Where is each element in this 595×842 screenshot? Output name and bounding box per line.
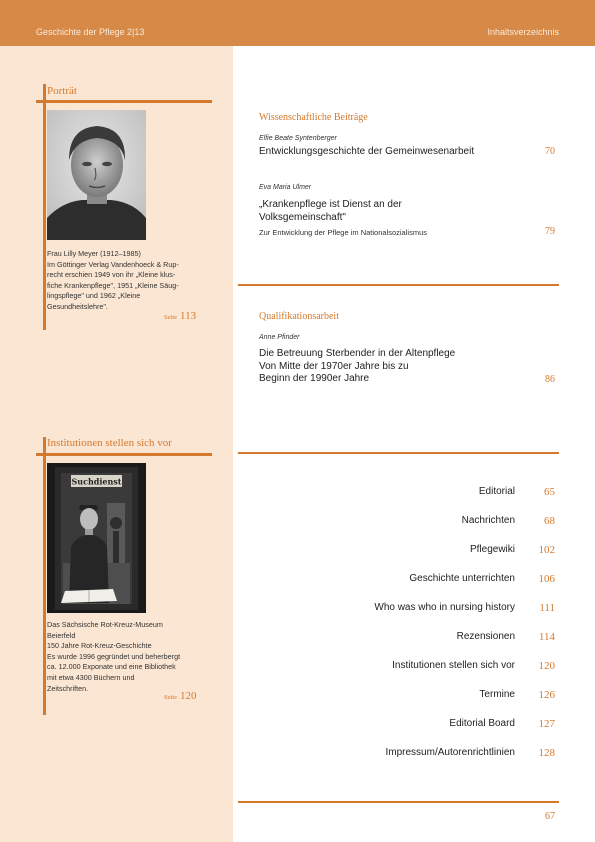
museum-photo — [47, 463, 146, 613]
toc-item-page: 102 — [538, 544, 555, 556]
article-author: Eva Maria Ulmer — [259, 184, 312, 191]
toc-item[interactable] — [300, 689, 555, 703]
toc-item-page: 126 — [538, 689, 555, 701]
caption-line: mit etwa 4300 Büchern und — [47, 672, 135, 682]
page-number: 67 — [545, 811, 555, 822]
article-title-line: Entwicklungsgeschichte der Gemeinwesenarbeit — [259, 146, 475, 157]
toc-item-page: 106 — [538, 573, 555, 585]
institutionen-horizontal-rule — [36, 453, 212, 456]
toc-item[interactable] — [300, 747, 555, 761]
portrait-caption — [47, 249, 179, 313]
article-title-line: Von Mitte der 1970er Jahre bis zu — [259, 360, 409, 372]
toc-item-page: 127 — [538, 718, 555, 730]
article-author: Anne Pfinder — [259, 334, 300, 341]
institutionen-label: Institutionen stellen sich vor — [47, 437, 172, 449]
journal-title: Geschichte der Pflege 2|13 — [36, 27, 145, 37]
section-title: Inhaltsverzeichnis — [487, 27, 559, 37]
header-bar — [0, 0, 595, 46]
toc-item-label: Impressum/Autorenrichtlinien — [385, 747, 515, 758]
toc-item-page: 128 — [538, 747, 555, 759]
article-page-number[interactable]: 79 — [545, 226, 555, 237]
caption-line: lingspflege" und 1962 „Kleine — [47, 291, 141, 301]
institutionen-vertical-rule — [43, 437, 46, 715]
toc-item-label: Pflegewiki — [469, 544, 515, 555]
caption-line: Im Göttinger Verlag Vandenhoeck & Rup- — [47, 259, 179, 269]
caption-line: Frau Lilly Meyer (1912–1985) — [47, 249, 141, 258]
article-title[interactable] — [259, 348, 455, 386]
caption-line: fiche Krankenpflege", 1951 „Kleine Säug- — [47, 280, 179, 290]
portrait-photo — [47, 110, 146, 240]
toc-item-label: Institutionen stellen sich vor — [392, 660, 515, 671]
toc-item-page: 68 — [544, 515, 555, 527]
toc-item[interactable] — [300, 631, 555, 645]
category-title-wissenschaftlich: Wissenschaftliche Beiträge — [259, 112, 368, 123]
toc-item-label: Termine — [479, 689, 515, 700]
article-title[interactable] — [259, 146, 474, 159]
article-title-line: „Krankenpflege ist Dienst an der — [259, 199, 402, 210]
category-title-qualifikation: Qualifikationsarbeit — [259, 311, 339, 322]
section-divider — [238, 452, 559, 454]
toc-item[interactable] — [300, 718, 555, 732]
article-page-number[interactable]: 86 — [545, 374, 555, 385]
caption-line: Es wurde 1996 gegründet und beherbergt — [47, 651, 181, 661]
article-title-line: Die Betreuung Sterbender in der Altenpflege — [259, 348, 456, 359]
toc-item[interactable] — [300, 602, 555, 616]
article-title-line: Beginn der 1990er Jahre — [259, 373, 370, 384]
page-ref-prefix: Seite — [164, 694, 177, 701]
toc-item-page: 111 — [539, 602, 555, 614]
article-title-line: Volksgemeinschaft" — [259, 211, 346, 223]
page-ref-number: 120 — [180, 690, 197, 702]
toc-item[interactable] — [300, 515, 555, 529]
section-divider — [238, 801, 559, 803]
portrait-horizontal-rule — [36, 100, 212, 103]
caption-line: Gesundheitslehre". — [47, 301, 108, 311]
caption-line: ca. 12.000 Exponate und eine Bibliothek — [47, 662, 176, 672]
article-page-number[interactable]: 70 — [545, 146, 555, 157]
toc-item-label: Geschichte unterrichten — [409, 573, 515, 584]
article-title[interactable] — [259, 199, 402, 224]
caption-line: Zeitschriften. — [47, 683, 89, 693]
caption-line: Das Sächsische Rot-Kreuz-Museum — [47, 620, 163, 629]
page-ref-prefix: Seite — [164, 314, 177, 321]
caption-line: 150 Jahre Rot-Kreuz-Geschichte — [47, 641, 152, 651]
museum-caption — [47, 620, 180, 694]
portrait-page-ref — [164, 306, 196, 324]
museum-page-ref — [164, 686, 197, 704]
toc-item-page: 114 — [538, 631, 555, 643]
section-divider — [238, 284, 559, 286]
page-ref-number: 113 — [180, 310, 197, 322]
toc-item[interactable] — [300, 660, 555, 674]
toc-item-page: 120 — [538, 660, 555, 672]
caption-line: recht erschien 1949 von ihr „Kleine klus- — [47, 270, 176, 280]
toc-item[interactable] — [300, 573, 555, 587]
toc-item-label: Editorial — [478, 486, 515, 497]
toc-item[interactable] — [300, 544, 555, 558]
toc-item-label: Rezensionen — [456, 631, 515, 642]
toc-item[interactable] — [300, 486, 555, 500]
toc-item-label: Who was who in nursing history — [374, 602, 515, 613]
portrait-label: Porträt — [47, 85, 77, 97]
caption-line: Beierfeld — [47, 630, 76, 640]
toc-item-page: 65 — [544, 486, 555, 498]
article-subtitle: Zur Entwicklung der Pflege im Nationalsozialismus — [259, 228, 427, 237]
article-author: Elfie Beate Syntenberger — [259, 135, 337, 142]
toc-item-label: Editorial Board — [449, 718, 515, 729]
toc-item-label: Nachrichten — [461, 515, 515, 526]
museum-sign-text: Suchdienst — [71, 476, 122, 487]
portrait-vertical-rule — [43, 84, 46, 330]
